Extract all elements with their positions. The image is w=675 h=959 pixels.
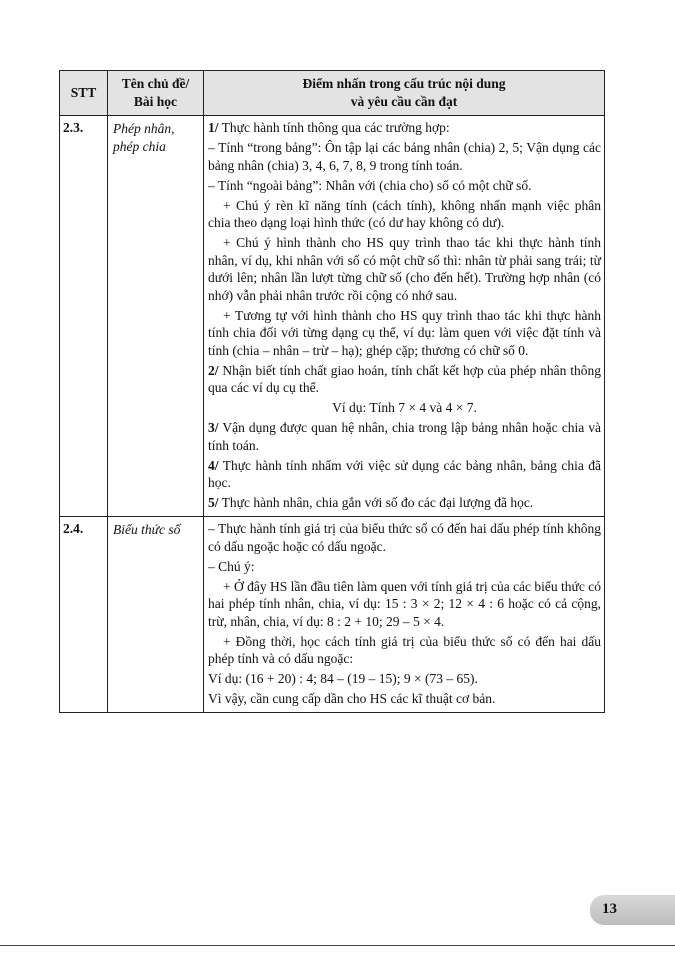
content-paragraph bbox=[208, 119, 601, 137]
content-paragraph: – Tính “ngoài bảng”: Nhân với (chia cho) số có một chữ số. bbox=[208, 177, 532, 193]
table-row bbox=[60, 116, 605, 517]
row-content bbox=[204, 517, 605, 713]
row-topic bbox=[108, 116, 204, 517]
content-paragraph: + Tương tự với hình thành cho HS quy trình thao tác khi thực hành tính chia đối với từng dạng cụ thể, ví dụ: làm quen với việc đặt tính và tính (chia – nhân – trừ – hạ); ghép cặp; thương có chữ số 0. bbox=[208, 307, 601, 358]
row-content bbox=[204, 116, 605, 517]
item-number: 3/ bbox=[208, 420, 219, 435]
content-paragraph: + Đồng thời, học cách tính giá trị của biểu thức số có đến hai dấu phép tính và có dấu ngoặc: bbox=[208, 633, 601, 666]
example-paragraph: Ví dụ: Tính 7 × 4 và 4 × 7. bbox=[332, 400, 477, 415]
content-paragraph: – Thực hành tính giá trị của biểu thức số có đến hai dấu phép tính không có dấu ngoặc hoặc có dấu ngoặc. bbox=[208, 521, 601, 554]
item-number: 1/ bbox=[208, 120, 219, 135]
row-stt: 2.4. bbox=[60, 517, 108, 713]
content-table bbox=[59, 70, 605, 713]
page-number: 13 bbox=[602, 901, 617, 917]
header-stt: STT bbox=[60, 71, 108, 116]
content-paragraph: Vì vậy, cần cung cấp dần cho HS các kĩ thuật cơ bản. bbox=[208, 691, 496, 706]
header-topic-line2: Bài học bbox=[133, 94, 178, 109]
content-paragraph: + Chú ý hình thành cho HS quy trình thao tác khi thực hành tính nhân, ví dụ, khi nhân với số có một chữ số thì: nhân từ phải sang trái; từ dưới lên; nhân lần lượt từng chữ số (cho đến hết). Trường hợp nhân (có nhớ) vẫn phải nhân trước rồi cộng có nhớ sau. bbox=[208, 235, 601, 303]
item-text: Thực hành nhân, chia gắn với số đo các đại lượng đã học. bbox=[218, 495, 534, 510]
item-text: Thực hành tính nhẩm với việc sử dụng các bảng nhân, bảng chia đã học. bbox=[208, 457, 601, 490]
content-paragraph: – Chú ý: bbox=[208, 558, 255, 574]
content-paragraph: + Chú ý rèn kĩ năng tính (cách tính), không nhấn mạnh việc phân chia theo dạng loại hình thức (có dư hay không có dư). bbox=[208, 197, 601, 230]
table-header-row bbox=[60, 71, 605, 116]
header-content-line1: Điểm nhấn trong cấu trúc nội dung bbox=[302, 76, 506, 91]
footer-divider bbox=[0, 945, 675, 946]
header-topic-line1: Tên chủ đề/ bbox=[121, 76, 190, 91]
page-number-tab bbox=[590, 895, 675, 925]
content-paragraph bbox=[208, 494, 601, 512]
content-paragraph: Ví dụ: (16 + 20) : 4; 84 – (19 – 15); 9 × (73 – 65). bbox=[208, 671, 478, 686]
item-number: 5/ bbox=[208, 495, 219, 510]
item-text: Thực hành tính thông qua các trường hợp: bbox=[218, 120, 450, 135]
row-stt: 2.3. bbox=[60, 116, 108, 517]
header-content bbox=[204, 71, 605, 116]
item-text: Nhận biết tính chất giao hoán, tính chất kết hợp của phép nhân thông qua các ví dụ cụ thể. bbox=[208, 362, 601, 395]
content-paragraph bbox=[208, 362, 601, 397]
header-content-line2: và yêu cầu cần đạt bbox=[350, 94, 458, 109]
row-topic-line1: Phép nhân, bbox=[113, 121, 175, 136]
content-paragraph bbox=[208, 419, 601, 454]
content-paragraph: – Tính “trong bảng”: Ôn tập lại các bảng nhân (chia) 2, 5; Vận dụng các bảng nhân (chia) 3, 4, 6, 7, 8, 9 trong tính toán. bbox=[208, 140, 601, 173]
content-paragraph bbox=[208, 457, 601, 492]
table-row bbox=[60, 517, 605, 713]
row-topic bbox=[108, 517, 204, 713]
row-topic-line2: phép chia bbox=[113, 139, 166, 154]
row-topic-line1: Biểu thức số bbox=[113, 522, 181, 537]
item-text: Vận dụng được quan hệ nhân, chia trong lập bảng nhân hoặc chia và tính toán. bbox=[208, 420, 601, 453]
item-number: 4/ bbox=[208, 457, 219, 473]
item-number: 2/ bbox=[208, 362, 219, 378]
header-topic bbox=[108, 71, 204, 116]
content-paragraph: + Ở đây HS lần đầu tiên làm quen với tính giá trị của các biểu thức có hai phép tính nhân, chia, ví dụ: 15 : 3 × 2; 12 × 4 : 6 hoặc có cả cộng, trừ, nhân, chia, ví dụ: 8 : 2 + 10; 29 – 5 × 4. bbox=[208, 578, 601, 629]
